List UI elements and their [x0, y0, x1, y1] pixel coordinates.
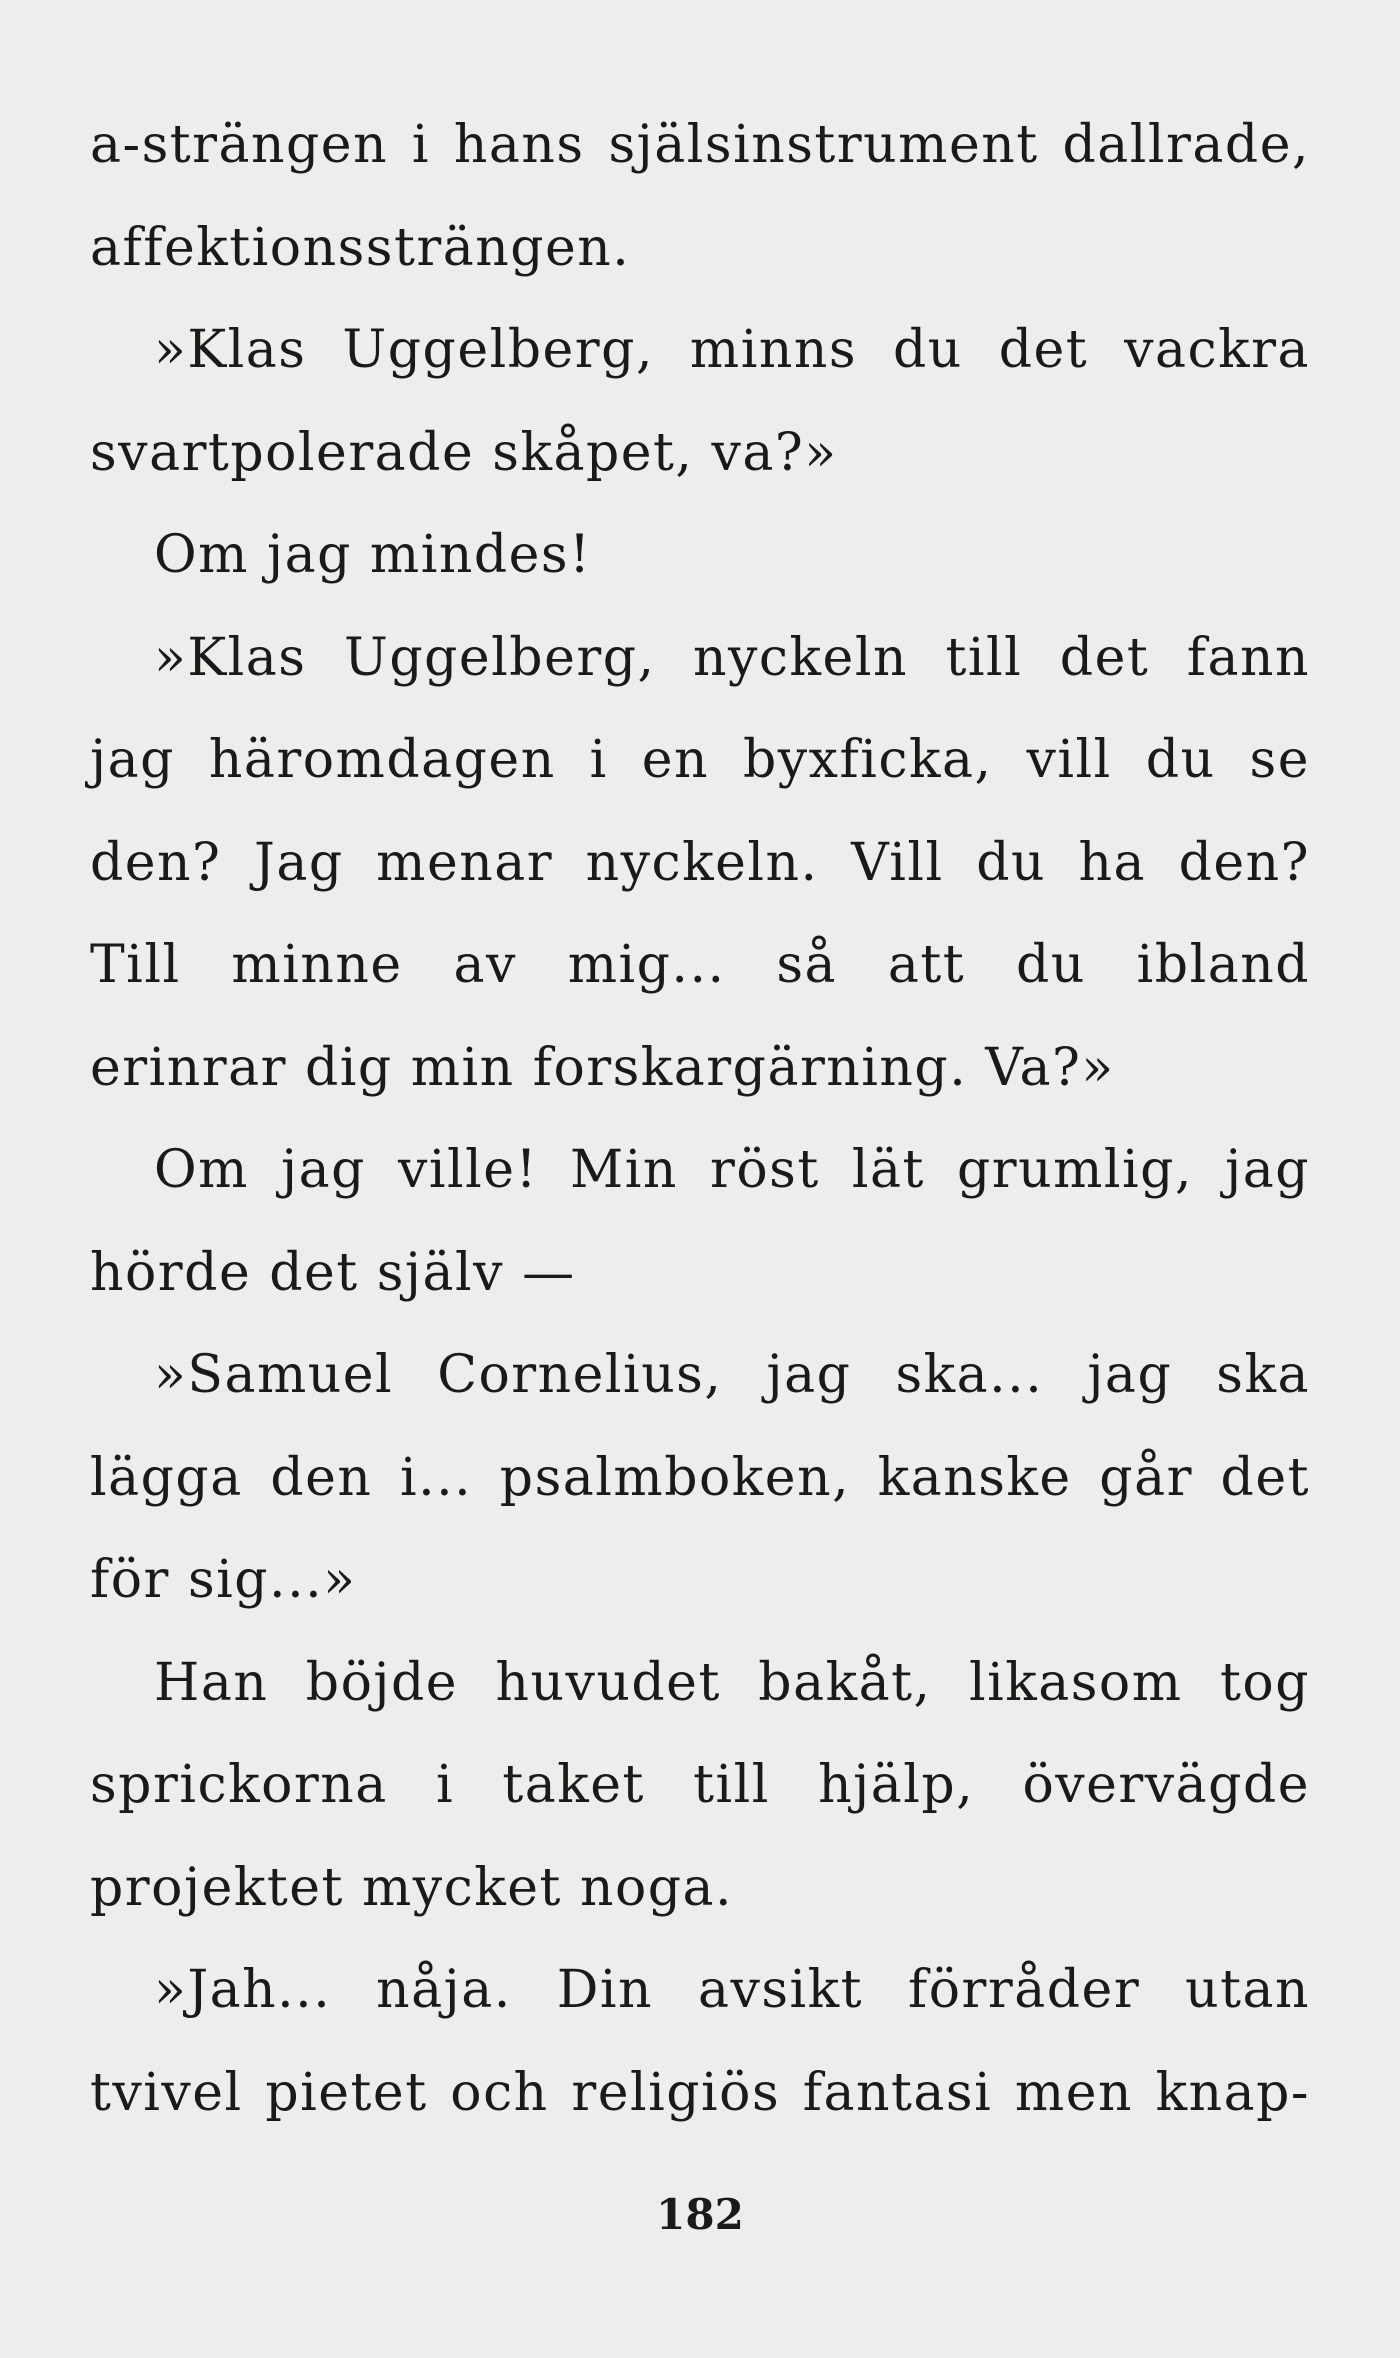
text-line: projektet mycket noga. [90, 1857, 734, 1918]
text-line: affektionssträngen. [90, 217, 631, 278]
text-line: Om jag mindes! [154, 525, 592, 585]
text-line: lägga den i... psalmboken, kanske går det [90, 1447, 1310, 1508]
text-line: »Klas Uggelberg, minns du det vackra [154, 320, 1310, 380]
body-text [90, 110, 1310, 2160]
text-line: tvivel pietet och religiös fantasi men knap- [90, 2062, 1310, 2123]
text-line: svartpolerade skåpet, va?» [90, 422, 838, 483]
text-line: jag häromdagen i en byxficka, vill du se [90, 730, 1310, 790]
text-line: den? Jag menar nyckeln. Vill du ha den? [90, 832, 1310, 893]
text-line: »Jah... nåja. Din avsikt förråder utan [154, 1960, 1310, 2020]
text-line: erinrar dig min forskargärning. Va?» [90, 1037, 1115, 1098]
text-line: »Samuel Cornelius, jag ska... jag ska [154, 1345, 1310, 1405]
text-line: »Klas Uggelberg, nyckeln till det fann [154, 627, 1310, 688]
text-line: sprickorna i taket till hjälp, övervägde [90, 1755, 1310, 1815]
text-line: Till minne av mig... så att du ibland [90, 935, 1310, 995]
text-line: Om jag ville! Min röst lät grumlig, jag [154, 1140, 1310, 1200]
text-line: a-strängen i hans själsinstrument dallrade, [90, 115, 1310, 175]
text-line: hörde det själv — [90, 1242, 576, 1303]
text-line: Han böjde huvudet bakåt, likasom tog [154, 1652, 1310, 1713]
text-line: för sig...» [90, 1550, 357, 1610]
page-number: 182 [656, 2190, 744, 2239]
